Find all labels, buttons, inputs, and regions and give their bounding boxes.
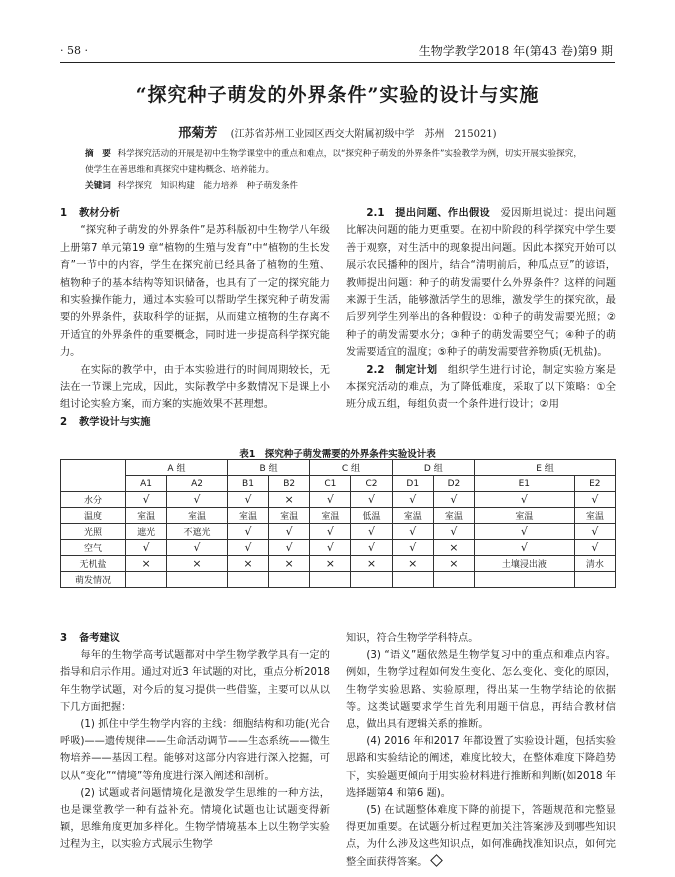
- table-cell: √: [392, 540, 433, 556]
- group-header: C 组: [310, 460, 392, 476]
- subgroup-header: E2: [574, 476, 615, 492]
- paragraph: 在实际的教学中，由于本实验进行的时间周期较长，无法在一节课上完成，因此，实际教学中多数情况下是课上小组讨论实验方案，而方案的实施效果不甚理想。: [60, 364, 330, 411]
- table-cell: ×: [433, 540, 474, 556]
- table-cell: ×: [167, 556, 228, 572]
- table-cell: ×: [433, 556, 474, 572]
- subsection-2-2: 2.2 制定计划 组织学生进行讨论，制定实验方案是本探究活动的难点，为了降低难度，采取了以下策略：①全班分成五组，每组负责一个条件进行设计；②用: [346, 364, 617, 411]
- table-cell: √: [310, 492, 351, 508]
- section-heading-2: 2 教学设计与实施: [60, 416, 151, 428]
- table-cell: 室温: [227, 508, 268, 524]
- journal-header: 生物学教学2018 年(第43 卷)第9 期: [418, 44, 613, 58]
- row-label: 水分: [61, 492, 126, 508]
- table-cell: ×: [269, 492, 310, 508]
- author-line: [0, 122, 675, 141]
- table-cell: [227, 572, 268, 588]
- table-cell: √: [392, 492, 433, 508]
- subgroup-header: A2: [167, 476, 228, 492]
- table-cell: 室温: [126, 508, 167, 524]
- table-cell: 室温: [574, 508, 615, 524]
- keywords: [85, 178, 590, 194]
- table-cell: √: [433, 524, 474, 540]
- table-cell: √: [351, 540, 392, 556]
- table-row: [61, 508, 616, 524]
- subsection-heading: 2.1 提出问题、作出假设: [366, 208, 491, 219]
- subsection-heading: 2.2 制定计划: [366, 364, 438, 376]
- subgroup-header: A1: [126, 476, 167, 492]
- experiment-design-table: [60, 459, 616, 588]
- end-of-article-icon: [430, 854, 443, 867]
- table-cell: 低温: [351, 508, 392, 524]
- table-cell: ×: [351, 556, 392, 572]
- keywords-text: 科学探究 知识构建 能力培养 种子萌发条件: [117, 181, 299, 191]
- keywords-label: 关键词: [85, 181, 111, 191]
- group-header: D 组: [392, 460, 474, 476]
- table-row: [61, 556, 616, 572]
- table-cell: 清水: [574, 556, 615, 572]
- table-cell: √: [227, 524, 268, 540]
- row-label: 温度: [61, 508, 126, 524]
- table-caption: 表1 探究种子萌发需要的外界条件实验设计表: [239, 449, 436, 460]
- table-cell: √: [433, 492, 474, 508]
- table-cell: [351, 572, 392, 588]
- subgroup-header: D2: [433, 476, 474, 492]
- table-cell: ×: [126, 556, 167, 572]
- table-cell: √: [310, 540, 351, 556]
- right-column: [346, 205, 616, 414]
- abstract-text: 科学探究活动的开展是初中生物学课堂中的重点和难点，以“探究种子萌发的外界条件”实验教学为例，切实开展实验探究，使学生在善思维和真探究中建构概念、培养能力。: [85, 149, 582, 175]
- subsection-2-1: 2.1 提出问题、作出假设 爱因斯坦说过：提出问题比解决问题的能力更重要。在初中阶段的科学探究中学生要善于观察，对生活中的现象提出问题。因此本探究开始可以展示农民播种的图片，结合“清明前后，种瓜点豆”的谚语，教师提出问题：种子的萌发需要什么外界条件？这样的问题来源于生活，能够激活学生的思维，激发学生的探究欲，最后罗列学生列举出的各种假设：①种子的萌发需要光照；②种子的萌发需要水分；③种子的萌发需要空气；④种子的萌发需要适宜的温度；⑤种子的萌发需要营养物质(无机盐)。: [346, 208, 617, 359]
- table-cell: [167, 572, 228, 588]
- table-cell: √: [475, 492, 575, 508]
- table-cell: √: [574, 492, 615, 508]
- subgroup-header: E1: [475, 476, 575, 492]
- paragraph: “探究种子萌发的外界条件”是苏科版初中生物学八年级上册第7 单元第19 章“植物的生殖与发育”中“植物的生长发育”一节中的内容，学生在探究前已经具备了植物的生殖、植物种子的基本结构等知识储备，也具有了一定的探究能力和实验操作能力，通过本实验可以帮助学生探究种子萌发需要的外界条件，获取科学的证据，从而建立植物的生存离不开适宜的外界条件的重要概念，同时进一步提高科学探究能力。: [60, 225, 330, 359]
- table-cell: 室温: [433, 508, 474, 524]
- paragraph: (4) 2016 年和2017 年都设置了实验设计题，包括实验思路和实验结论的阐述，难度比较大，在整体难度下降趋势下，实验题更倾向于用实验材料进行推断和判断(如2018 年选择题第4 和第6 题)。: [346, 736, 616, 799]
- table-cell: 土壤浸出液: [475, 556, 575, 572]
- table-cell: ×: [310, 556, 351, 572]
- table-cell: √: [475, 524, 575, 540]
- group-header: B 组: [227, 460, 309, 476]
- lower-right-column: [346, 630, 616, 871]
- row-label: 光照: [61, 524, 126, 540]
- table-cell: √: [269, 524, 310, 540]
- table-cell: [269, 572, 310, 588]
- table-cell: √: [167, 540, 228, 556]
- abstract-body: [85, 146, 590, 178]
- table-cell: √: [126, 540, 167, 556]
- table-cell: [475, 572, 575, 588]
- article-title: “探究种子萌发的外界条件”实验的设计与实施: [135, 84, 540, 106]
- paragraph: 每年的生物学高考试题都对中学生物学教学具有一定的指导和启示作用。通过对近3 年试题的对比，重点分析2018 年生物学试题，对今后的复习提供一些借鉴，主要可以从以下几方面把握：: [60, 650, 330, 713]
- table-cell: [574, 572, 615, 588]
- row-label: 空气: [61, 540, 126, 556]
- subgroup-header: C1: [310, 476, 351, 492]
- table-cell: √: [392, 524, 433, 540]
- table-cell: ×: [269, 556, 310, 572]
- table-row: [61, 524, 616, 540]
- table-cell: 室温: [269, 508, 310, 524]
- table-cell: 遮光: [126, 524, 167, 540]
- paragraph: 知识，符合生物学学科特点。: [346, 633, 479, 644]
- table-subgroup-row: [61, 476, 616, 492]
- table-cell: 室温: [475, 508, 575, 524]
- table-cell: [433, 572, 474, 588]
- table-corner-cell: [61, 460, 126, 492]
- section-heading-3: 3 备考建议: [60, 633, 120, 644]
- group-header: A 组: [126, 460, 228, 476]
- table-cell: 室温: [167, 508, 228, 524]
- paragraph: (3) “语义”题依然是生物学复习中的重点和难点内容。例如，生物学过程如何发生变化、怎么变化、变化的原因，生物学实验思路、实验原理，得出某一生物学结论的依据等。这类试题要求学生首先利用题干信息，再结合教材信息，做出具有逻辑关系的推断。: [346, 650, 616, 731]
- table-group-row: [61, 460, 616, 476]
- table-cell: √: [167, 492, 228, 508]
- table-cell: √: [227, 540, 268, 556]
- paragraph: (1) 抓住中学生物学内容的主线：细胞结构和功能(光合呼吸)——遗传规律——生命活动调节——生态系统——微生物培养——基因工程。能够对这部分内容进行深入挖掘，可以从“变化”“情境”等角度进行深入阐述和剖析。: [60, 719, 330, 782]
- table-cell: 不遮光: [167, 524, 228, 540]
- page-number: · 58 ·: [60, 44, 88, 57]
- table-cell: [126, 572, 167, 588]
- table-row: [61, 540, 616, 556]
- table-cell: ×: [227, 556, 268, 572]
- table-cell: 室温: [310, 508, 351, 524]
- table-row: [61, 492, 616, 508]
- table-cell: √: [126, 492, 167, 508]
- abstract-label: 摘 要: [85, 149, 111, 159]
- author-affiliation: (江苏省苏州工业园区西交大附属初级中学 苏州 215021): [230, 129, 497, 140]
- row-label: 无机盐: [61, 556, 126, 572]
- table-cell: ×: [392, 556, 433, 572]
- abstract: [85, 146, 590, 194]
- table-cell: 室温: [392, 508, 433, 524]
- table-cell: √: [351, 492, 392, 508]
- table-cell: √: [475, 540, 575, 556]
- section-heading-1: 1 教材分析: [60, 208, 120, 219]
- subgroup-header: B1: [227, 476, 268, 492]
- left-column: [60, 205, 330, 431]
- row-label: 萌发情况: [61, 572, 126, 588]
- header-rule: [60, 62, 615, 63]
- table-cell: √: [227, 492, 268, 508]
- table-cell: √: [351, 524, 392, 540]
- group-header: E 组: [475, 460, 616, 476]
- lower-left-column: [60, 630, 330, 854]
- table-cell: [310, 572, 351, 588]
- paragraph-last: (5) 在试题整体难度下降的前提下，答题规范和完整显得更加重要。在试题分析过程更加关注答案涉及到哪些知识点，为什么涉及这些知识点，如何准确找准知识点，如何完整全面获得答案。: [346, 805, 616, 868]
- table-cell: √: [574, 540, 615, 556]
- table-cell: √: [269, 540, 310, 556]
- subgroup-header: B2: [269, 476, 310, 492]
- author-name: 邢菊芳: [178, 126, 218, 141]
- subgroup-header: D1: [392, 476, 433, 492]
- table-cell: √: [574, 524, 615, 540]
- table-cell: [392, 572, 433, 588]
- table-cell: √: [310, 524, 351, 540]
- table-row: [61, 572, 616, 588]
- subgroup-header: C2: [351, 476, 392, 492]
- paragraph: (2) 试题或者问题情境化是激发学生思维的一种方法，也是课堂教学一种有益补充。情境化试题也让试题变得新颖，思维角度更加多样化。生物学情境基本上以生物学实验过程为主，以实验方式展示生物学: [60, 787, 330, 851]
